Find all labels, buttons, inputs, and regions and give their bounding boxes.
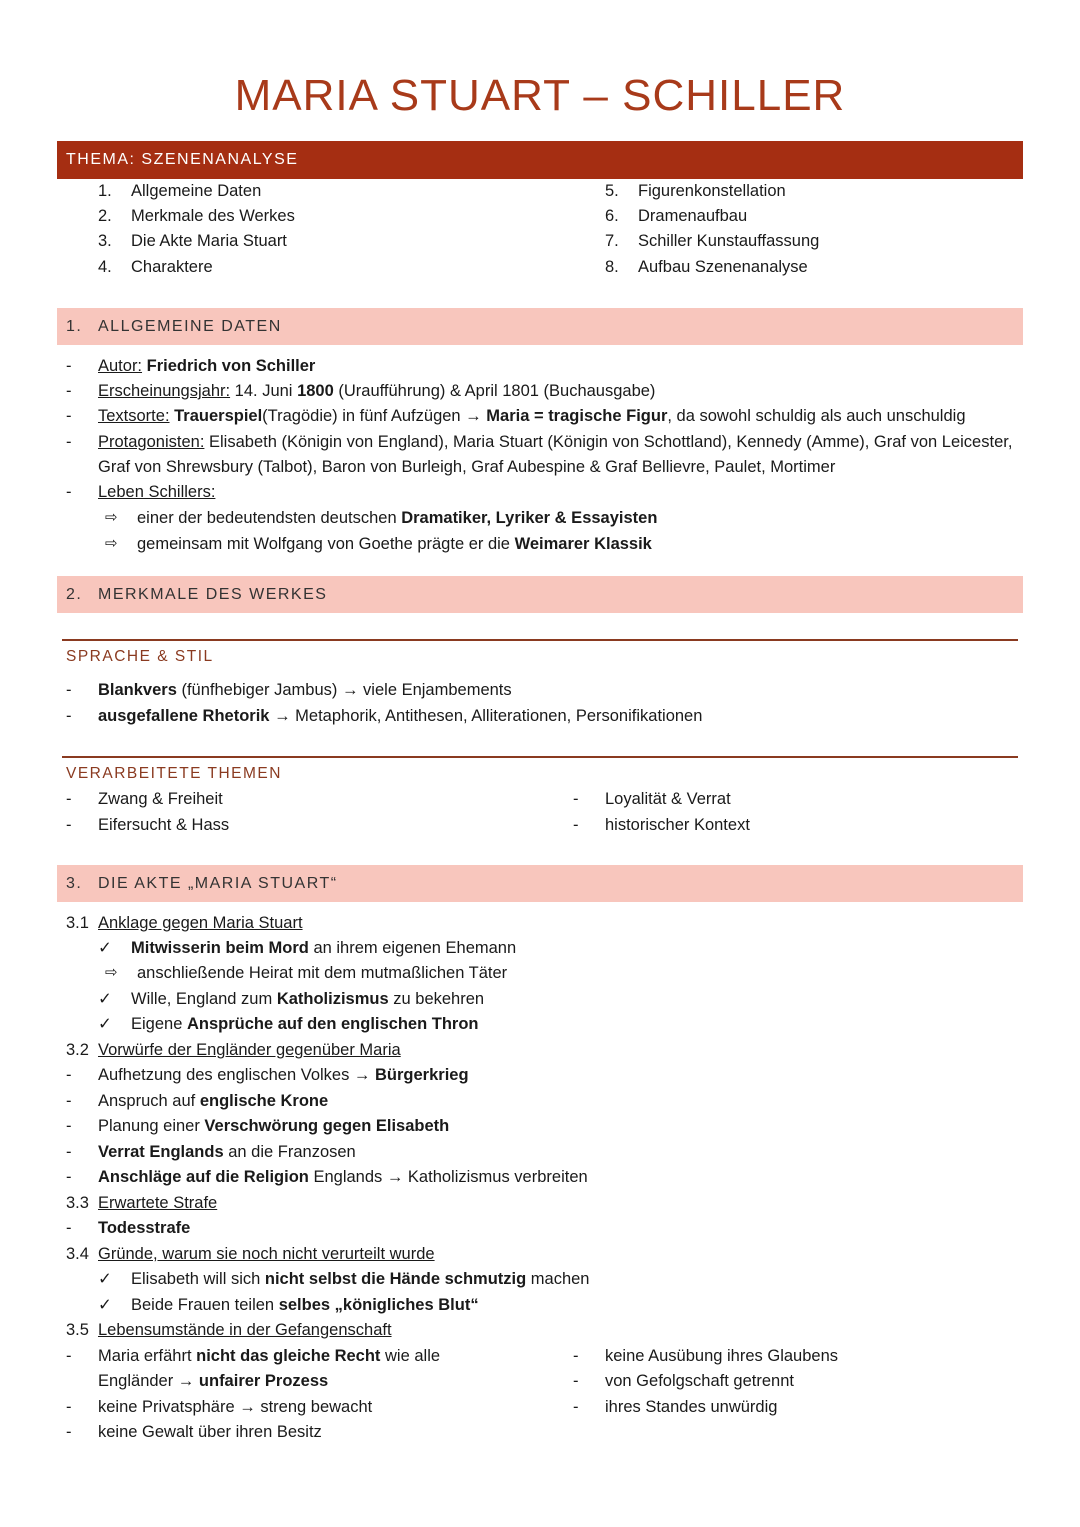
bullet-dash: -: [66, 1423, 72, 1441]
list-item: [98, 1166, 588, 1188]
themen-item: Loyalität & Verrat: [605, 790, 731, 808]
check-icon: ✓: [98, 1296, 112, 1314]
toc-item: Schiller Kunstauffassung: [638, 232, 820, 250]
thema-bar: THEMA: SZENENANALYSE: [57, 141, 1023, 179]
field-value: Maria = tragische Figur: [486, 407, 668, 425]
toc-number: 6.: [605, 207, 619, 225]
text-bold: Verschwörung gegen Elisabeth: [204, 1117, 450, 1135]
section-title: MERKMALE DES WERKES: [98, 586, 328, 603]
text: (fünfhebiger Jambus) → viele Enjambements: [176, 681, 512, 699]
text-bold: Todesstrafe: [98, 1219, 191, 1237]
bullet-dash: -: [573, 816, 579, 834]
text-bold: nicht das gleiche Recht: [196, 1347, 381, 1365]
list-item: [98, 1115, 449, 1137]
subsection-title: Anklage gegen Maria Stuart: [98, 914, 303, 932]
list-item: [131, 988, 484, 1010]
text-bold: Katholizismus: [276, 990, 389, 1008]
text: Anspruch auf: [98, 1092, 200, 1110]
subsection-number: 3.2: [66, 1041, 89, 1059]
toc-number: 2.: [98, 207, 112, 225]
subsection-number: 3.4: [66, 1245, 89, 1263]
sprache-item: [98, 679, 512, 701]
text: Englands → Katholizismus verbreiten: [308, 1168, 588, 1186]
section-number: 1.: [66, 318, 83, 335]
bullet-dash: -: [66, 483, 72, 501]
text: einer der bedeutendsten deutschen: [137, 509, 402, 527]
text: Beide Frauen teilen: [131, 1296, 279, 1314]
toc-item: Aufbau Szenenanalyse: [638, 258, 808, 276]
toc-item: Figurenkonstellation: [638, 182, 786, 200]
list-item: [131, 1294, 479, 1316]
check-icon: ✓: [98, 1015, 112, 1033]
toc-number: 4.: [98, 258, 112, 276]
leben-item: [137, 507, 657, 529]
text-bold: Blankvers: [98, 681, 177, 699]
toc-item: Merkmale des Werkes: [131, 207, 295, 225]
subsection-number: 3.3: [66, 1194, 89, 1212]
bullet-dash: -: [66, 1219, 72, 1237]
section-title: ALLGEMEINE DATEN: [98, 318, 282, 335]
list-item: von Gefolgschaft getrennt: [605, 1372, 794, 1390]
toc-item: Die Akte Maria Stuart: [131, 232, 287, 250]
text: Elisabeth will sich: [131, 1270, 265, 1288]
list-item: [131, 937, 516, 959]
text-bold: englische Krone: [199, 1092, 329, 1110]
bullet-dash: -: [573, 790, 579, 808]
field-label: Textsorte:: [98, 407, 170, 425]
subheading-themen: VERARBEITETE THEMEN: [66, 765, 282, 782]
check-icon: ✓: [98, 939, 112, 957]
arrow-icon: ⇨: [105, 535, 118, 552]
text: gemeinsam mit Wolfgang von Goethe prägte er die: [137, 535, 515, 553]
subsection-title: Lebensumstände in der Gefangenschaft: [98, 1321, 392, 1339]
section-heading-merkmale: [57, 576, 1023, 613]
toc-item: Charaktere: [131, 258, 213, 276]
textsorte-line: [98, 405, 966, 427]
text-bold: Weimarer Klassik: [514, 535, 652, 553]
text: Aufhetzung des englischen Volkes →: [98, 1066, 376, 1084]
field-value: 14. Juni: [234, 382, 293, 400]
check-icon: ✓: [98, 990, 112, 1008]
field-value: Trauerspiel: [174, 407, 263, 425]
section-heading-akte: [57, 865, 1023, 902]
bullet-dash: -: [66, 1117, 72, 1135]
subheading-sprache: SPRACHE & STIL: [66, 648, 214, 665]
list-item: [98, 1217, 190, 1239]
text-bold: Verrat Englands: [98, 1143, 224, 1161]
bullet-dash: -: [66, 681, 72, 699]
list-item: [98, 1090, 328, 1112]
toc-item: Dramenaufbau: [638, 207, 748, 225]
list-item: keine Gewalt über ihren Besitz: [98, 1423, 322, 1441]
text: → Metaphorik, Antithesen, Alliterationen, Personifikationen: [269, 707, 703, 725]
toc-item: Allgemeine Daten: [131, 182, 262, 200]
section-title: DIE AKTE „MARIA STUART“: [98, 875, 338, 892]
list-item: keine Ausübung ihres Glaubens: [605, 1347, 838, 1365]
subsection-title: Gründe, warum sie noch nicht verurteilt wurde: [98, 1245, 435, 1263]
leben-label: Leben Schillers:: [98, 483, 216, 501]
bullet-dash: -: [573, 1347, 579, 1365]
toc-number: 3.: [98, 232, 112, 250]
subsection-number: 3.5: [66, 1321, 89, 1339]
toc-number: 7.: [605, 232, 619, 250]
text: Eigene: [131, 1015, 187, 1033]
toc-number: 5.: [605, 182, 619, 200]
text: Planung einer: [98, 1117, 205, 1135]
bullet-dash: -: [66, 1143, 72, 1161]
field-value: 1800: [297, 382, 334, 400]
text-bold: Mitwisserin beim Mord: [131, 939, 309, 957]
text-bold: nicht selbst die Hände schmutzig: [264, 1270, 527, 1288]
list-item: ihres Standes unwürdig: [605, 1398, 778, 1416]
list-item: [98, 1064, 469, 1086]
section-number: 3.: [66, 875, 83, 892]
list-item: [98, 1141, 356, 1163]
field-label: Protagonisten:: [98, 433, 205, 451]
bullet-dash: -: [573, 1398, 579, 1416]
bullet-dash: -: [66, 816, 72, 834]
themen-item: Eifersucht & Hass: [98, 816, 230, 834]
themen-item: Zwang & Freiheit: [98, 790, 223, 808]
list-item: [131, 1013, 479, 1035]
toc-number: 1.: [98, 182, 112, 200]
text-bold: Ansprüche auf den englischen Thron: [186, 1015, 479, 1033]
themen-item: historischer Kontext: [605, 816, 750, 834]
divider: [62, 756, 1018, 758]
text-bold: unfairer Prozess: [198, 1372, 329, 1390]
text: an die Franzosen: [223, 1143, 356, 1161]
section-number: 2.: [66, 586, 83, 603]
bullet-dash: -: [573, 1372, 579, 1390]
text: Engländer →: [98, 1372, 199, 1390]
divider: [62, 639, 1018, 641]
section-heading-allgemeine-daten: [57, 308, 1023, 345]
field-value: Elisabeth (Königin von England), Maria Stuart (Königin von Schottland), Kennedy (Amme), Graf von Leicester,: [209, 433, 1013, 451]
text-bold: selbes „königliches Blut“: [278, 1296, 479, 1314]
autor-line: [98, 355, 315, 377]
protagonisten-line: [98, 431, 1012, 453]
field-value: Friedrich von Schiller: [146, 357, 316, 375]
text: Maria erfährt: [98, 1347, 197, 1365]
bullet-dash: -: [66, 1347, 72, 1365]
field-label: Erscheinungsjahr:: [98, 382, 231, 400]
leben-item: [137, 533, 652, 555]
text: zu bekehren: [388, 990, 485, 1008]
page-title: MARIA STUART – SCHILLER: [234, 71, 846, 120]
bullet-dash: -: [66, 382, 72, 400]
list-item: anschließende Heirat mit dem mutmaßlichen Täter: [137, 964, 508, 982]
bullet-dash: -: [66, 1168, 72, 1186]
text-bold: Bürgerkrieg: [375, 1066, 469, 1084]
bullet-dash: -: [66, 707, 72, 725]
field-value: , da sowohl schuldig als auch unschuldig: [667, 407, 966, 425]
text: an ihrem eigenen Ehemann: [308, 939, 517, 957]
sprache-item: [98, 705, 702, 727]
bullet-dash: -: [66, 1398, 72, 1416]
bullet-dash: -: [66, 433, 72, 451]
subsection-title: Erwartete Strafe: [98, 1194, 218, 1212]
text: wie alle: [380, 1347, 441, 1365]
toc-number: 8.: [605, 258, 619, 276]
field-label: Autor:: [98, 357, 143, 375]
text-bold: Dramatiker, Lyriker & Essayisten: [401, 509, 658, 527]
text: Wille, England zum: [131, 990, 277, 1008]
list-item: [131, 1268, 589, 1290]
field-value: (Uraufführung) & April 1801 (Buchausgabe): [338, 382, 656, 400]
list-item: [98, 1345, 440, 1367]
protagonisten-line-cont: Graf von Shrewsbury (Talbot), Baron von Burleigh, Graf Aubespine & Graf Bellievre, Paulet, Mortimer: [98, 458, 836, 476]
subsection-number: 3.1: [66, 914, 89, 932]
list-item: keine Privatsphäre → streng bewacht: [98, 1398, 373, 1416]
text-bold: ausgefallene Rhetorik: [98, 707, 270, 725]
arrow-icon: ⇨: [105, 509, 118, 526]
text-bold: Anschläge auf die Religion: [98, 1168, 309, 1186]
text: machen: [526, 1270, 590, 1288]
arrow-icon: ⇨: [105, 964, 118, 981]
bullet-dash: -: [66, 407, 72, 425]
list-item-cont: [98, 1370, 328, 1392]
bullet-dash: -: [66, 1092, 72, 1110]
check-icon: ✓: [98, 1270, 112, 1288]
field-value: (Tragödie) in fünf Aufzügen →: [262, 407, 487, 425]
jahr-line: [98, 380, 655, 402]
bullet-dash: -: [66, 1066, 72, 1084]
bullet-dash: -: [66, 790, 72, 808]
bullet-dash: -: [66, 357, 72, 375]
subsection-title: Vorwürfe der Engländer gegenüber Maria: [98, 1041, 401, 1059]
